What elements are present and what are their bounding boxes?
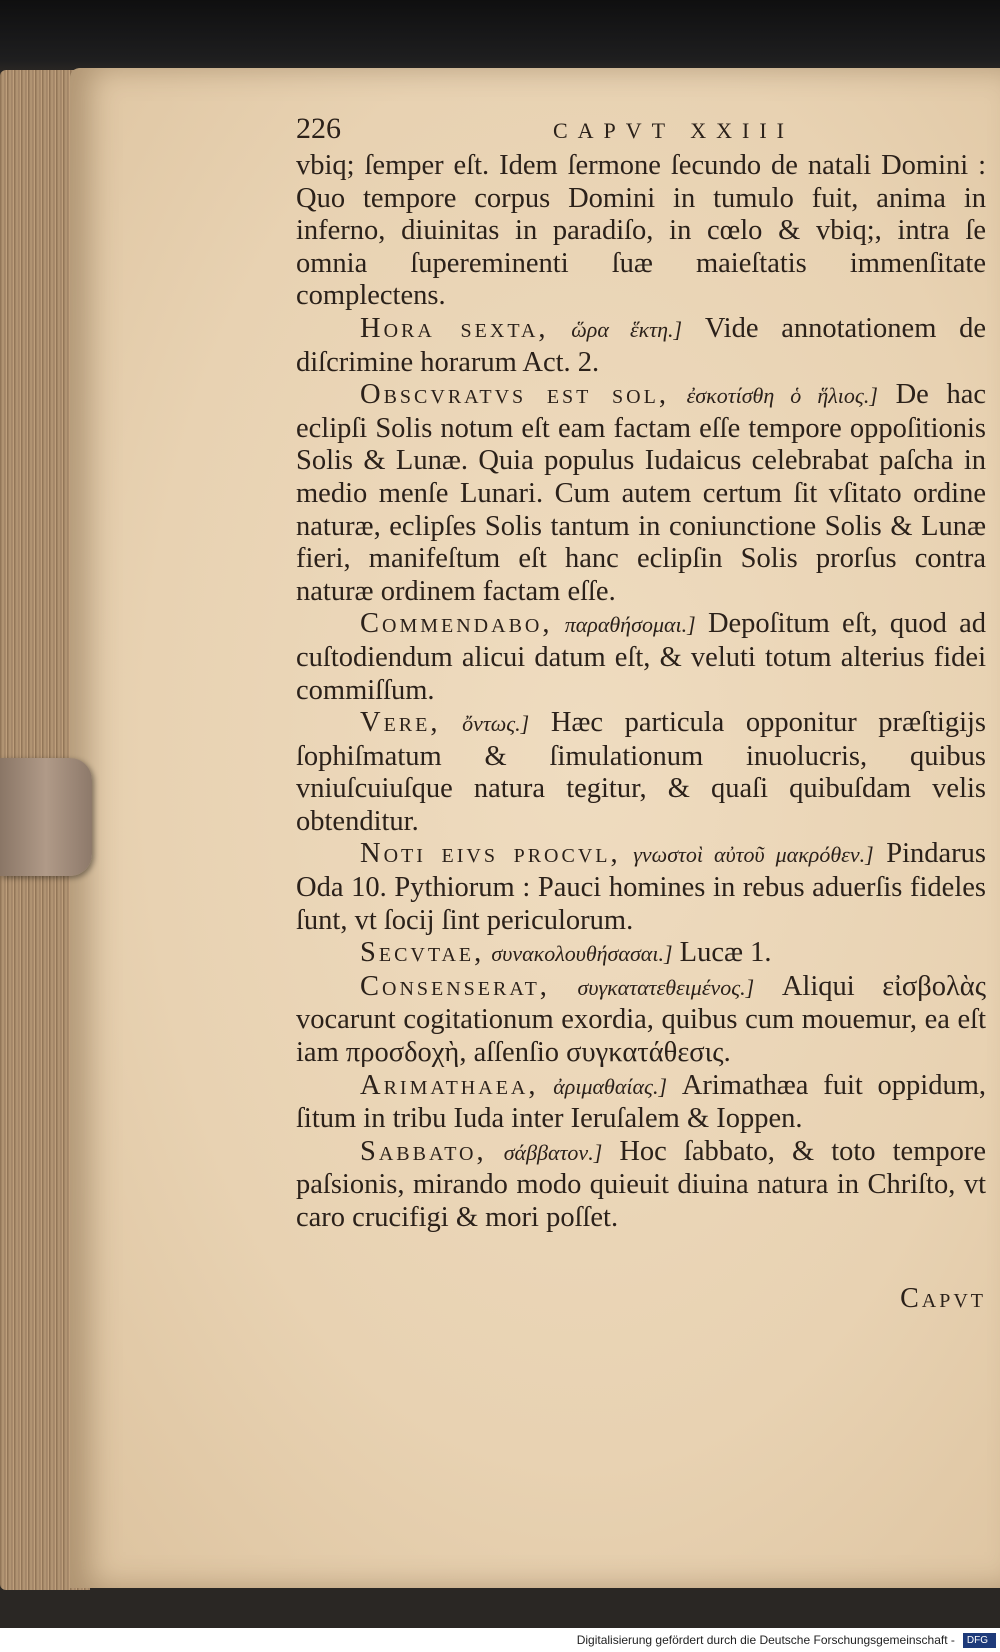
greek-lemma: ἐσκοτίσθη ὁ ἥλιος.] <box>686 383 878 409</box>
paragraph-4 <box>296 707 986 838</box>
page-text-block <box>296 112 986 1315</box>
lemma: Vere, <box>360 707 441 739</box>
paragraph-text: Depoſitum eſt, quod ad cuſtodiendum alicui datum eſt, & veluti totum alterius fidei commiſſum. <box>296 608 986 706</box>
greek-lemma: σάββατον.] <box>503 1139 603 1165</box>
paragraph-text: Arimathæa fuit oppidum, ſitum in tribu Iuda inter Ieruſalem & Ioppen. <box>296 1069 986 1135</box>
paragraph-text: Pindarus Oda 10. Pythiorum : Pauci homines in rebus aduerſis fideles ſunt, vt ſocij ſint periculorum. <box>296 838 987 936</box>
paragraph-7 <box>296 971 986 1070</box>
greek-lemma: γνωστοὶ αὐτοῦ μακρόθεν.] <box>633 842 874 868</box>
greek-lemma: συνακολουθήσασαι.] <box>491 941 673 967</box>
paragraph-text: Hæc particula opponitur præſtigijs ſophiſmatum & ſimulationum inuolucris, quibus vniuſcuiuſque natura tegitur, & quaſi quibuſdam velis obtenditur. <box>296 707 986 837</box>
digitization-footer <box>0 1628 1000 1652</box>
paragraph-text: De hac eclipſi Solis notum eſt eam factam eſſe tempore oppoſitionis Solis & Lunæ. Quia populus Iudaicus celebrabat paſcha in medio menſe Lunari. Cum autem certum ſit vſitato ordine naturæ, eclipſes Solis tantum in coniunctione Solis & Lunæ fieri, manifeſtum eſt hanc eclipſin Solis prorſus contra naturæ ordinem factam eſſe. <box>296 379 987 607</box>
lemma: Arimathaea, <box>360 1069 539 1101</box>
paragraph-text: Aliqui εἰσβολὰς vocarunt cogitationum exordia, quibus cum mouemur, ea eſt iam προσδοχὴ, aſſenſio συγκατάθεσις. <box>296 970 986 1069</box>
lemma: Commendabo, <box>360 608 553 640</box>
page-number: 226 <box>296 112 341 145</box>
paragraph-text: Hoc ſabbato, & toto tempore paſsionis, mirando modo quieuit diuina natura in Chriſto, vt caro crucifigi & mori poſſet. <box>296 1135 987 1233</box>
paragraph-5 <box>296 838 986 937</box>
lemma: Obscvratvs est sol, <box>360 379 669 411</box>
bookmark-ribbon <box>0 758 92 876</box>
greek-lemma: ἀριμαθαίας.] <box>553 1073 668 1099</box>
greek-lemma: ὄντως.] <box>462 711 530 737</box>
paragraph-9 <box>296 1136 986 1235</box>
lemma: Secvtae, <box>360 937 485 969</box>
running-head: CAPVT XXIII <box>553 118 794 143</box>
greek-lemma: παραθήσομαι.] <box>564 612 696 638</box>
paragraph-3 <box>296 608 986 707</box>
paragraph-0 <box>296 150 986 313</box>
paragraph-1 <box>296 313 986 379</box>
lemma: Hora sexta, <box>360 312 549 344</box>
catchword: Capvt <box>900 1282 986 1314</box>
greek-lemma: ὥρα ἕκτη.] <box>571 316 683 342</box>
paragraph-2 <box>296 379 986 608</box>
footer-credit: Digitalisierung gefördert durch die Deutsche Forschungsgemeinschaft - <box>576 1633 955 1647</box>
paragraph-text: Vide annotationem de diſcrimine horarum Act. 2. <box>296 312 986 378</box>
dfg-logo-icon: DFG <box>963 1633 996 1648</box>
paragraph-text: Lucæ 1. <box>679 937 772 969</box>
lemma: Noti eivs procvl, <box>360 838 621 870</box>
paragraph-text: vbiq; ſemper eſt. Idem ſermone ſecundo de natali Domini : Quo tempore corpus Domini in tumulo fuit, anima in inferno, diuinitas in paradiſo, in cœlo & vbiq;, intra ſe omnia ſupereminenti ſuæ maieſtatis immenſitate complectens. <box>296 150 986 312</box>
lemma: Sabbato, <box>360 1135 487 1167</box>
paragraph-6 <box>296 937 986 971</box>
paragraph-8 <box>296 1070 986 1136</box>
running-header <box>296 112 986 146</box>
greek-lemma: συγκατατεθειμένος.] <box>577 974 755 1000</box>
lemma: Consenserat, <box>360 970 550 1002</box>
